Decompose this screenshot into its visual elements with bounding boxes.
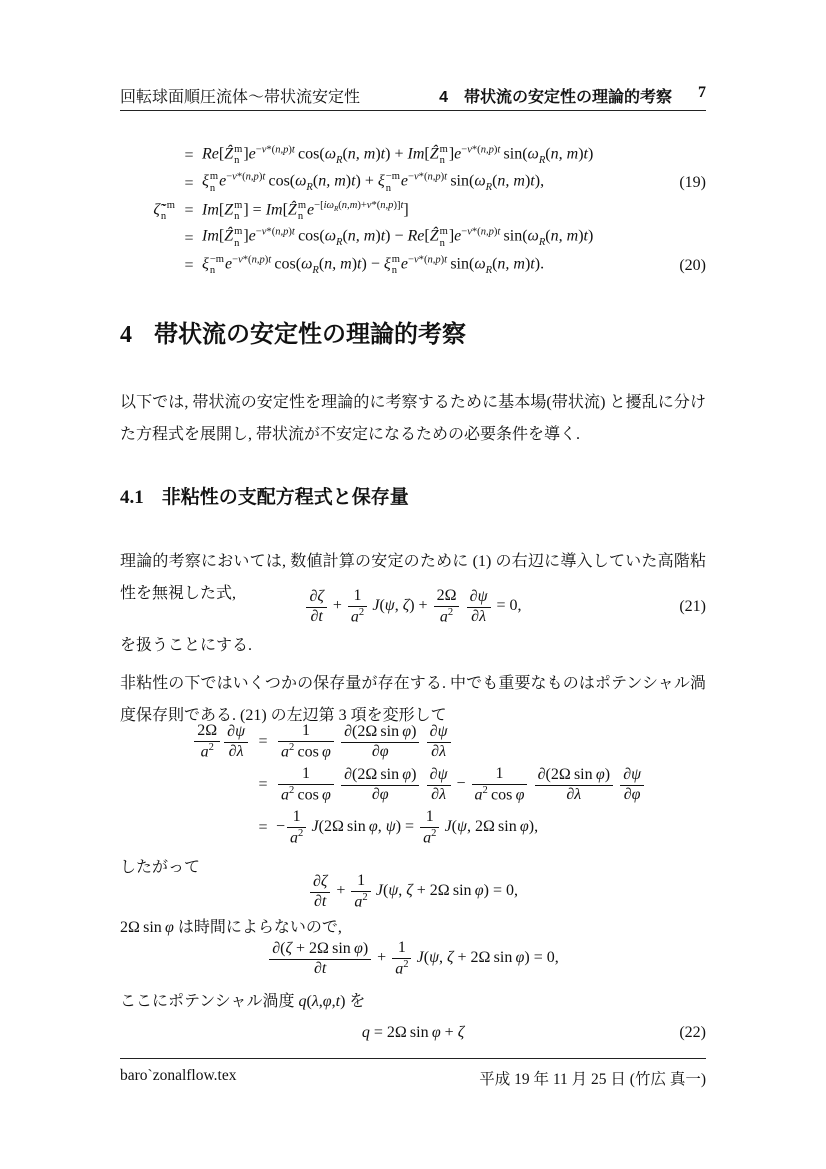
equation-line: [120, 252, 706, 280]
equation-number-19: (19): [679, 174, 706, 192]
header-running-title: 回転球面順圧流体〜帯状流安定性: [120, 89, 361, 106]
paragraph-atsukau: を扱うことにする.: [120, 637, 253, 654]
header-section-title: 4 帯状流の安定性の理論的考察: [439, 89, 672, 106]
equation-22-body: q = 2Ω sin φ + ζ: [361, 1024, 465, 1042]
equals-sign: =: [184, 147, 194, 165]
subsection-title: 非粘性の支配方程式と保存量: [161, 487, 409, 508]
equation-rhs: − $\frac{1}{a^2}$ J(2Ω sin φ, ψ) = $\frac{1}{a^2}$ J(ψ, 2Ω sin φ),: [276, 808, 539, 847]
equals-sign: =: [184, 202, 194, 220]
header-section-ref: [439, 84, 706, 107]
equation-vorticity-body: $\frac{\partial\zeta}{\partial t}$ + $\frac{1}{a^2}$ J(ψ, ζ + 2Ω sin φ) = 0,: [308, 872, 518, 911]
equation-rhs: $\frac{1}{a^2 \cos \varphi}$ $\frac{\text{∂(2Ω sin φ)}}{\partial\varphi}$ $\frac{\partial\psi}{\partial\lambda}$: [276, 722, 666, 761]
equation-number-22: (22): [679, 1024, 706, 1041]
paragraph-koko: ここにポテンシャル渦度 q(λ,φ,t) を: [120, 993, 366, 1010]
equation-potential-vorticity-conservation: [120, 936, 706, 982]
equation-rhs: ξ −m n $e^{-\nu*(n,p)t}$ $\cos(\omega_R(n$, m)t) − ξ m n $e^{-\nu*(n,p)t}$ $\sin(\omega_R(n$, m)t).: [202, 253, 545, 277]
equation-line: [120, 225, 706, 253]
section-title: 帯状流の安定性の理論的考察: [154, 321, 466, 348]
equals-sign: =: [258, 733, 268, 751]
equation-line: [120, 765, 706, 805]
paragraph-intro: 以下では, 帯状流の安定性を理論的に考察するために基本場(帯状流) と擾乱に分けた方程式を展開し, 帯状流が不安定になるための必要条件を導く.: [120, 394, 706, 443]
subsection-heading-4-1: [120, 486, 409, 510]
equation-vorticity: [120, 872, 706, 912]
equation-line: [120, 808, 706, 848]
equation-rhs: Im[Z m n ] = Im[Ẑ m n $e^{-[i\omega_R(n,m)+\nu*(n,p)]t}$]: [202, 199, 409, 222]
paragraph-conservation: 非粘性の下ではいくつかの保存量が存在する. 中でも重要なものはポテンシャル渦度保存則である. (21) の左辺第 3 項を変形して: [120, 675, 706, 724]
equation-rhs: Re[Ẑ m n ]$e^{-\nu*(n,p)t}$ $\cos(\omega_R(n$, m)t) + Im[Ẑ m n ]$e^{-\nu*(n,p)t}$ $\sin(\omega_R(n$, m)t): [202, 143, 594, 167]
equals-sign: =: [258, 776, 268, 794]
equation-pv-body: $\frac{\text{∂(ζ + 2Ω sin φ)}}{\partial t}$ + $\frac{1}{a^2}$ J(ψ, ζ + 2Ω sin φ) = 0,: [267, 939, 559, 978]
subsection-number: 4.1: [120, 487, 144, 508]
equation-number-21: (21): [679, 598, 706, 615]
equals-sign: =: [258, 819, 268, 837]
section-number: 4: [120, 322, 132, 348]
section-heading-4: [120, 320, 466, 350]
equation-block-19-20: [120, 142, 706, 280]
equation-22: [120, 1020, 706, 1046]
footer-date: 平成 19 年 11 月 25 日 (竹広 真一): [479, 1071, 706, 1088]
page-footer: [120, 1058, 706, 1089]
equation-lhs-beta-term: $\frac{2\Omega}{a^2}$ $\frac{\partial\psi}{\partial\lambda}$: [120, 722, 250, 761]
page-header: [120, 84, 706, 111]
equals-sign: =: [184, 257, 194, 275]
paragraph-shitagatte: したがって: [120, 859, 201, 876]
equation-line: [120, 170, 706, 198]
equals-sign: =: [184, 229, 194, 247]
equation-lhs-zeta: ζ̃ −m n: [153, 199, 175, 222]
equation-line: [120, 197, 706, 225]
equation-block-derivation: [120, 722, 706, 851]
equation-rhs: $\frac{1}{a^2 \cos \varphi}$ $\frac{\text{∂(2Ω sin φ)}}{\partial\varphi}$ $\frac{\partial\psi}{\partial\lambda}$ − $\frac{1}{a^2 \cos \varphi}$ $\frac{\text{∂(2Ω sin φ)}}{\partial\lambda}$ $\frac{\partial\psi}{\partial\varphi}$: [276, 765, 666, 804]
paragraph-2omega: 2Ω sin φ は時間によらないので,: [120, 919, 342, 936]
equation-line: [120, 722, 706, 762]
equation-21-body: $\frac{\partial\zeta}{\partial t}$ + $\frac{1}{a^2}$ J(ψ, ζ) + $\frac{2\Omega}{a^2}$ $\frac{\partial\psi}{\partial\lambda}$ = 0,: [304, 587, 521, 626]
paragraph-theory: 理論的考察においては, 数値計算の安定のために (1) の右辺に導入していた高階粘性を無視した式,: [120, 553, 706, 602]
equation-rhs: Im[Ẑ m n ]$e^{-\nu*(n,p)t}$ $\cos(\omega_R(n$, m)t) − Re[Ẑ m n ]$e^{-\nu*(n,p)t}$ $\sin(\omega_R(n$, m)t): [202, 226, 594, 249]
equation-21: [120, 584, 706, 630]
equals-sign: =: [184, 174, 194, 192]
header-page-number: 7: [698, 84, 706, 101]
equation-line: [120, 142, 706, 170]
equation-rhs: ξ m n $e^{-\nu*(n,p)t}$ $\cos(\omega_R(n$, m)t) + ξ −m n $e^{-\nu*(n,p)t}$ $\sin(\omega_R(n$, m)t),: [202, 171, 545, 194]
equation-number-20: (20): [679, 256, 706, 274]
footer-filename: baro`zonalflow.tex: [120, 1067, 237, 1084]
